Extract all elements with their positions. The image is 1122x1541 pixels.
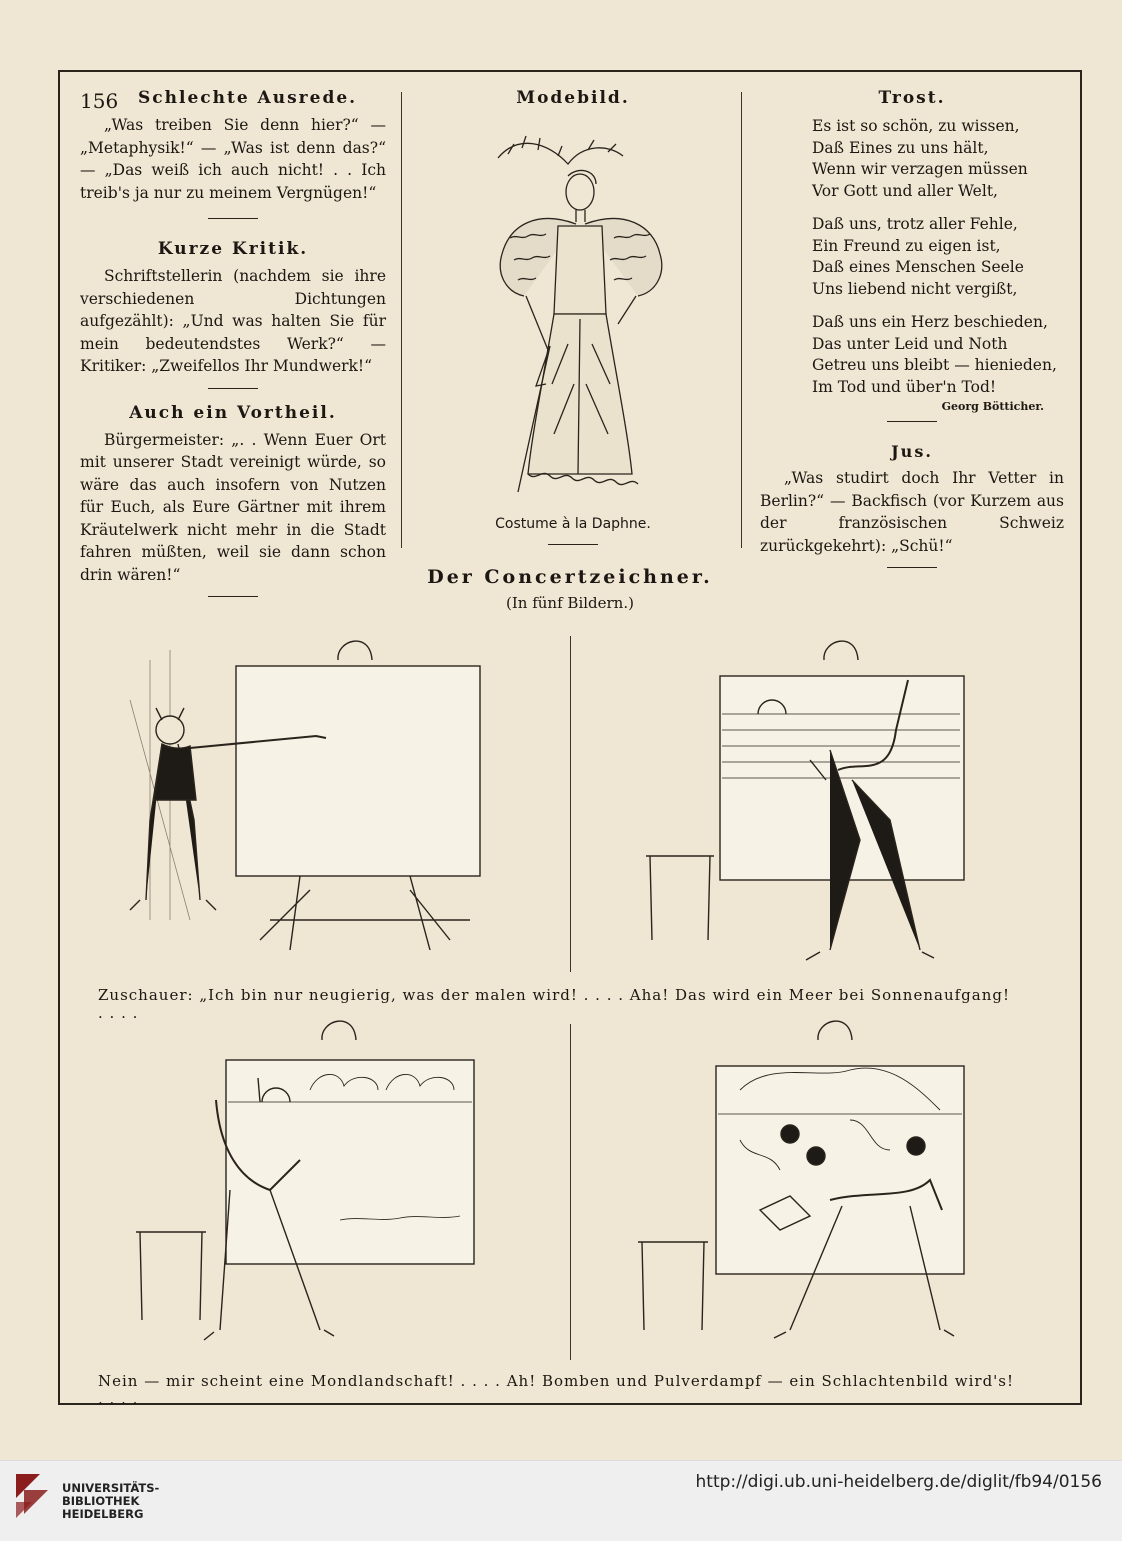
poem-line: Wenn wir verzagen müssen: [812, 160, 1028, 178]
divider: [548, 544, 598, 545]
page-title: Der Concertzeichner.: [427, 566, 713, 588]
poem-line: Getreu uns bleibt — hienieden,: [812, 356, 1057, 374]
section-text: „Was treiben Sie denn hier?“ — „Metaphysik!“ — „Was ist denn das?“ — „Das weiß ich auch nicht! . . Ich treib's ja nur zu meinem Vergnügen!“: [80, 116, 386, 202]
stanza-break: [812, 300, 1064, 312]
daphne-costume-illustration: [418, 114, 728, 506]
poem-author: Georg Bötticher.: [941, 400, 1044, 413]
caption-row-1: Zuschauer: „Ich bin nur neugierig, was der malen wird! . . . . Aha! Das wird ein Meer bei Sonnenaufgang! . . . .: [98, 986, 1010, 1022]
stanza-break: [812, 202, 1064, 214]
left-column: [80, 88, 386, 597]
section-title: Kurze Kritik.: [157, 239, 309, 259]
poem-line: Ein Freund zu eigen ist,: [812, 236, 1001, 255]
library-name-line: UNIVERSITÄTS-: [62, 1481, 160, 1495]
library-name: [62, 1482, 159, 1521]
middle-column: [418, 88, 728, 545]
panel-divider: [570, 636, 571, 972]
subtitle: (In fünf Bildern.): [506, 594, 634, 612]
divider: [208, 388, 258, 389]
poem-line: Daß uns ein Herz beschieden,: [812, 313, 1048, 331]
panel-divider: [570, 1024, 571, 1360]
section-text: Schriftstellerin (nachdem sie ihre verschiedenen Dichtungen aufgezählt): „Und was halten Sie für mein bedeutendstes Werk?“ — Kritiker: „Zweifellos Ihr Mundwerk!“: [80, 267, 386, 375]
section-title: Trost.: [878, 88, 946, 108]
library-name-line: BIBLIOTHEK: [62, 1494, 140, 1508]
poem-line: Das unter Leid und Noth: [812, 334, 1008, 353]
page-number: 156: [80, 89, 119, 113]
column-divider: [401, 92, 402, 548]
panel-1-illustration: [110, 620, 550, 980]
poem-line: Daß Eines zu uns hält,: [812, 138, 989, 157]
cartoon-heading: [58, 566, 1082, 612]
section-text: Bürgermeister: „. . Wenn Euer Ort mit unserer Stadt vereinigt würde, so wäre das auch insofern von Nutzen für Euch, als Eure Gärtner mit ihrem Kräutelwerk nicht mehr in die Stadt fahren müßten, weil sie dann schon drin wären!“: [80, 430, 386, 584]
poem-line: Vor Gott und aller Welt,: [812, 181, 998, 200]
poem-line: Im Tod und über'n Tod!: [812, 377, 997, 396]
divider: [887, 421, 937, 422]
panel-3-illustration: [110, 1010, 550, 1370]
library-logo-icon: [12, 1470, 52, 1528]
library-name-line: HEIDELBERG: [62, 1507, 144, 1521]
section-title: Jus.: [891, 442, 933, 461]
poem-line: Es ist so schön, zu wissen,: [812, 117, 1020, 135]
caption-row-2: Nein — mir scheint eine Mondlandschaft! . . . . Ah! Bomben und Pulverdampf — ein Schlachtenbild wird's! . . . .: [98, 1372, 1015, 1408]
poem-line: Daß uns, trotz aller Fehle,: [812, 215, 1018, 233]
divider: [208, 218, 258, 219]
panel-2-illustration: [590, 620, 1030, 980]
panel-4-illustration: [590, 1010, 1030, 1370]
section-title: Modebild.: [516, 88, 630, 108]
column-divider: [741, 92, 742, 548]
section-title: Schlechte Ausrede.: [138, 88, 358, 108]
poem-line: Daß eines Menschen Seele: [812, 258, 1024, 276]
poem: [760, 116, 1064, 398]
source-url-link[interactable]: http://digi.ub.uni-heidelberg.de/diglit/fb94/0156: [695, 1472, 1102, 1492]
right-column: [760, 88, 1064, 568]
section-text: „Was studirt doch Ihr Vetter in Berlin?“ — Backfisch (vor Kurzem aus der französischen Schweiz zurückgekehrt): „Schü!“: [760, 469, 1064, 555]
illustration-caption: Costume à la Daphne.: [495, 516, 651, 532]
poem-line: Uns liebend nicht vergißt,: [812, 279, 1018, 298]
section-title: Auch ein Vortheil.: [129, 402, 337, 423]
